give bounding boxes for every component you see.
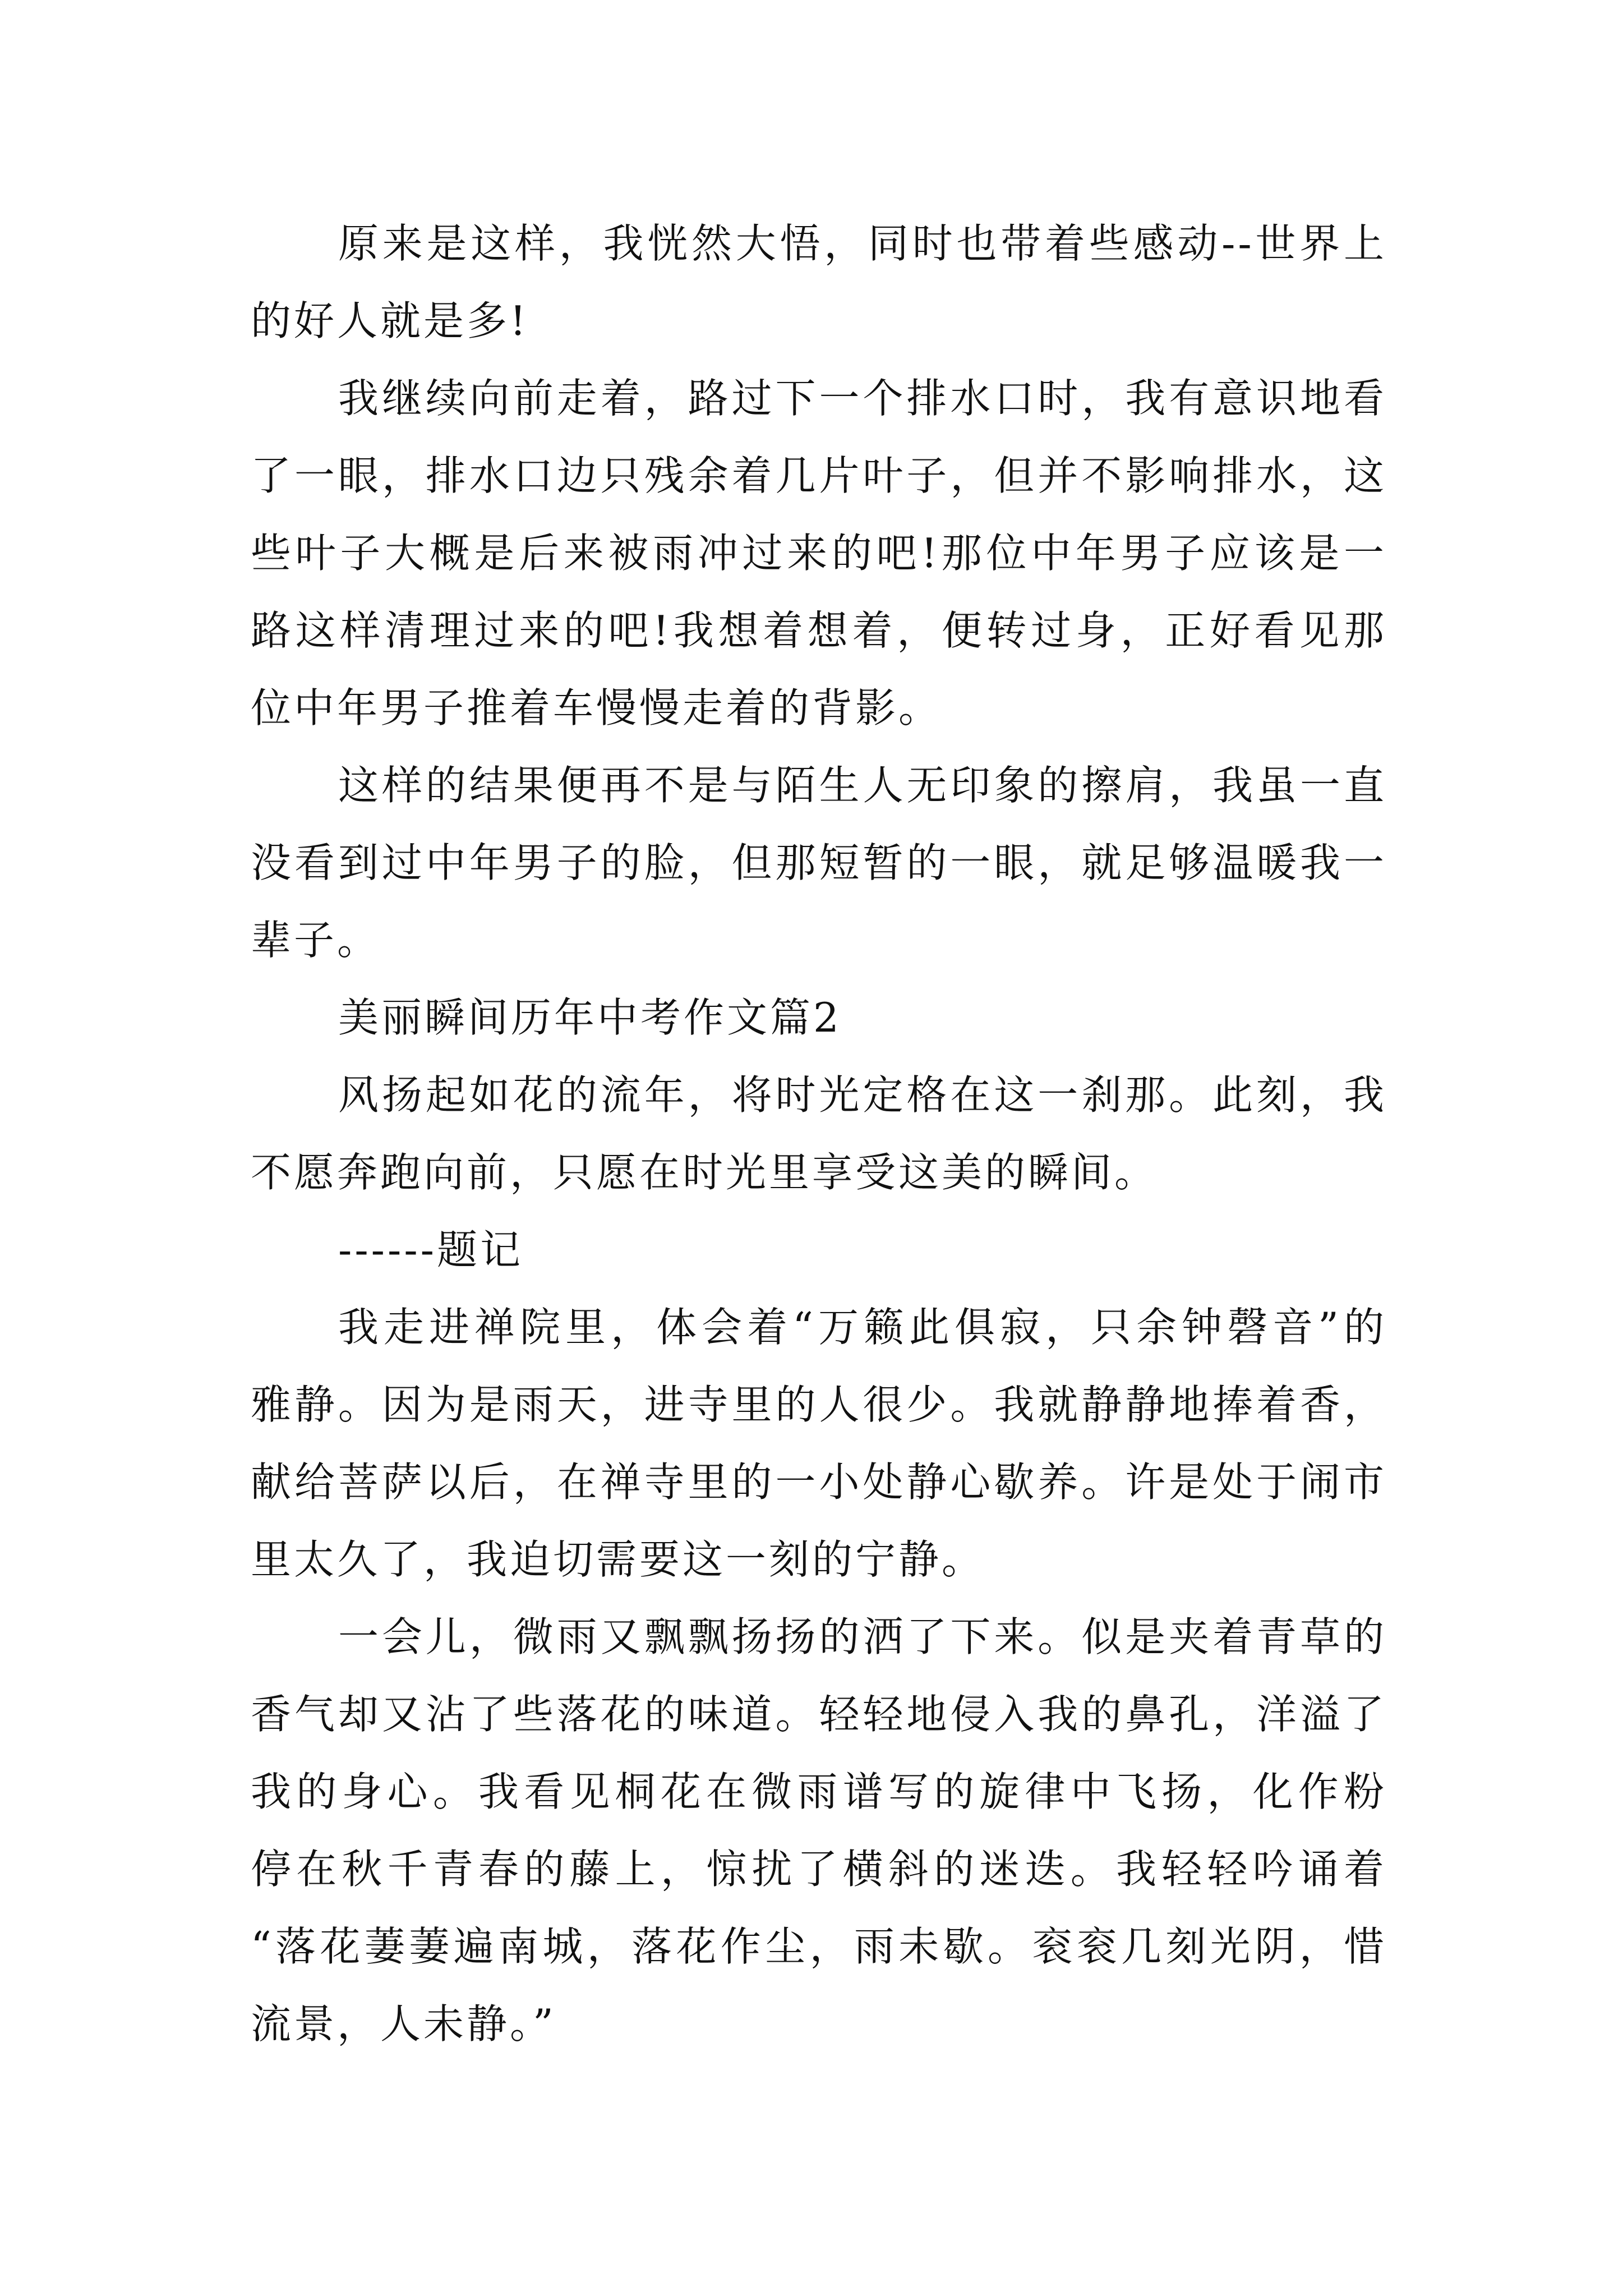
paragraph [251,1289,1387,1598]
text-line: 风扬起如花的流年，将时光定格在这一刹那。此刻，我 [338,1071,1387,1119]
text-line: 这样的结果便再不是与陌生人无印象的擦肩，我虽一直 [338,762,1387,809]
text-line: 位中年男子推着车慢慢走着的背影。 [251,684,942,731]
paragraph [251,747,1387,979]
text-line: 流景，人未静。” [251,2000,556,2047]
text-line: 路这样清理过来的吧!我想着想着，便转过身，正好看见那 [251,607,1387,654]
text-line: 没看到过中年男子的脸，但那短暂的一眼，就足够温暖我一 [251,839,1387,886]
text-line: 雅静。因为是雨天，进寺里的人很少。我就静静地捧着香， [251,1381,1387,1428]
text-line: 一会儿，微雨又飘飘扬扬的洒了下来。似是夹着青草的 [338,1613,1387,1660]
text-line: 的好人就是多! [251,297,529,344]
text-line: 我继续向前走着，路过下一个排水口时，我有意识地看 [338,375,1387,422]
paragraph [251,360,1387,747]
text-line: ------题记 [338,1226,523,1273]
text-line: 了一眼，排水口边只残余着几片叶子，但并不影响排水，这 [251,452,1387,499]
paragraph [251,1598,1387,2063]
essay-title [251,979,1387,1056]
text-line: 原来是这样，我恍然大悟，同时也带着些感动--世界上 [338,220,1387,267]
text-line: 香气却又沾了些落花的味道。轻轻地侵入我的鼻孔，洋溢了 [251,1691,1387,1738]
text-line: “落花萋萋遍南城，落花作尘，雨未歇。衮衮几刻光阴，惜 [251,1923,1387,1970]
text-line: 停在秋千青春的藤上，惊扰了横斜的迷迭。我轻轻吟诵着 [251,1846,1387,1893]
text-line: 我走进禅院里，体会着“万籁此俱寂，只余钟磬音”的 [338,1304,1387,1351]
text-line: 里太久了，我迫切需要这一刻的宁静。 [251,1536,985,1583]
document-body [251,205,1387,2063]
text-line: 献给菩萨以后，在禅寺里的一小处静心歇养。许是处于闹市 [251,1458,1387,1506]
text-line: 些叶子大概是后来被雨冲过来的吧!那位中年男子应该是一 [251,530,1387,577]
paragraph [251,205,1387,360]
text-line: 美丽瞬间历年中考作文篇2 [338,994,842,1041]
epigraph-attribution [251,1211,1387,1289]
text-line: 辈子。 [251,917,381,964]
paragraph [251,1056,1387,1211]
text-line: 我的身心。我看见桐花在微雨谱写的旋律中飞扬，化作粉 [251,1768,1387,1815]
text-line: 不愿奔跑向前，只愿在时光里享受这美的瞬间。 [251,1149,1158,1196]
